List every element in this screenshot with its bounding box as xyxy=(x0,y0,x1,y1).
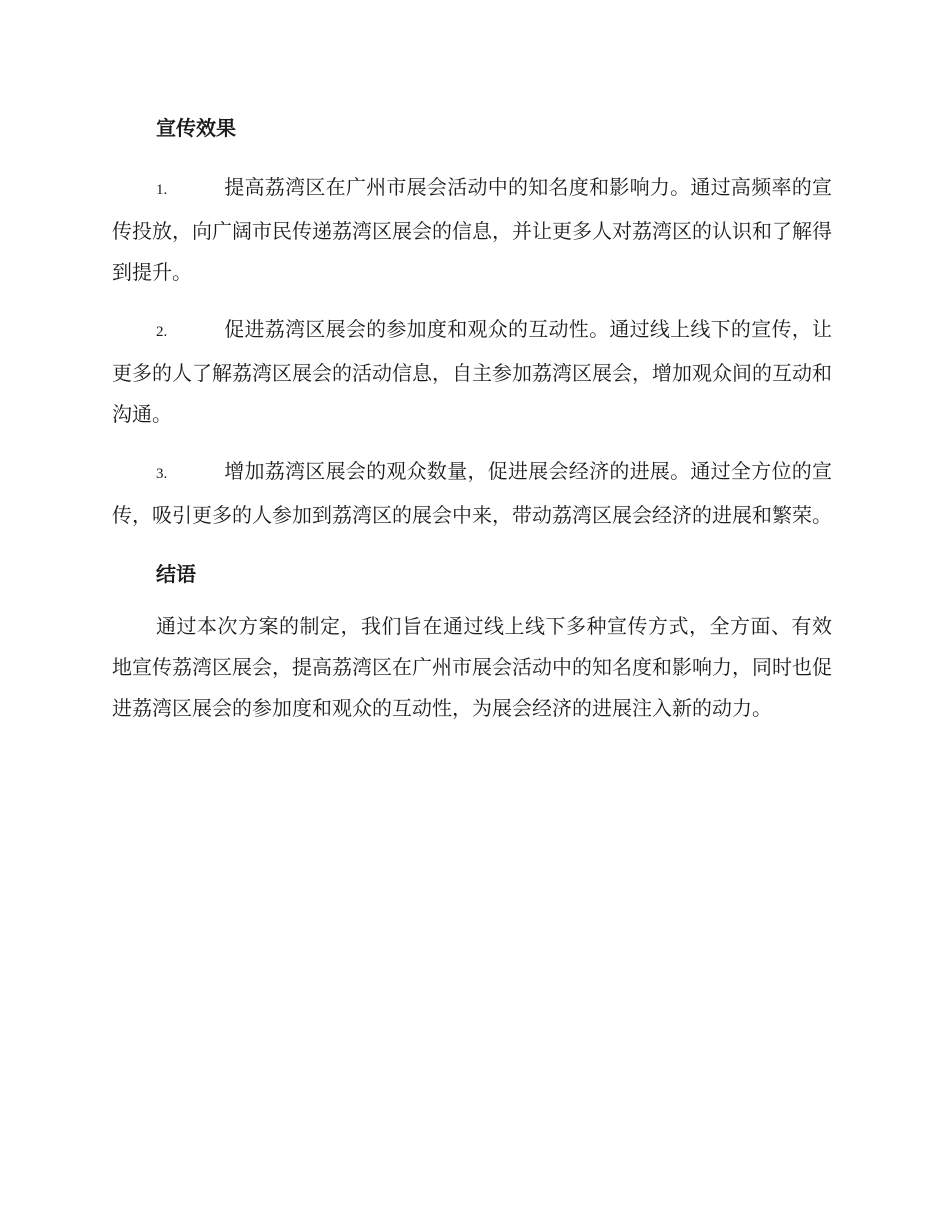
document-page xyxy=(112,108,832,729)
list-item xyxy=(112,309,832,435)
section-heading-publicity-effect: 宣传效果 xyxy=(156,116,236,140)
list-item xyxy=(112,451,832,536)
list-item-text: 提高荔湾区在广州市展会活动中的知名度和影响力。通过高频率的宣传投放，向广阔市民传递荔湾区展会的信息，并让更多人对荔湾区的认识和了解得到提升。 xyxy=(112,175,832,284)
list-item xyxy=(112,167,832,293)
list-item-number: 2. xyxy=(156,324,168,340)
list-item-text: 促进荔湾区展会的参加度和观众的互动性。通过线上线下的宣传，让更多的人了解荔湾区展会的活动信息，自主参加荔湾区展会，增加观众间的互动和沟通。 xyxy=(112,317,832,426)
list-item-number: 1. xyxy=(156,182,168,198)
list-item-text: 增加荔湾区展会的观众数量，促进展会经济的进展。通过全方位的宣传，吸引更多的人参加到荔湾区的展会中来，带动荔湾区展会经济的进展和繁荣。 xyxy=(112,459,832,527)
conclusion-paragraph: 通过本次方案的制定，我们旨在通过线上线下多种宣传方式，全方面、有效地宣传荔湾区展会，提高荔湾区在广州市展会活动中的知名度和影响力，同时也促进荔湾区展会的参加度和观众的互动性，为展会经济的进展注入新的动力。 xyxy=(112,614,832,720)
section-heading-conclusion: 结语 xyxy=(156,562,196,586)
list-item-number: 3. xyxy=(156,466,168,482)
